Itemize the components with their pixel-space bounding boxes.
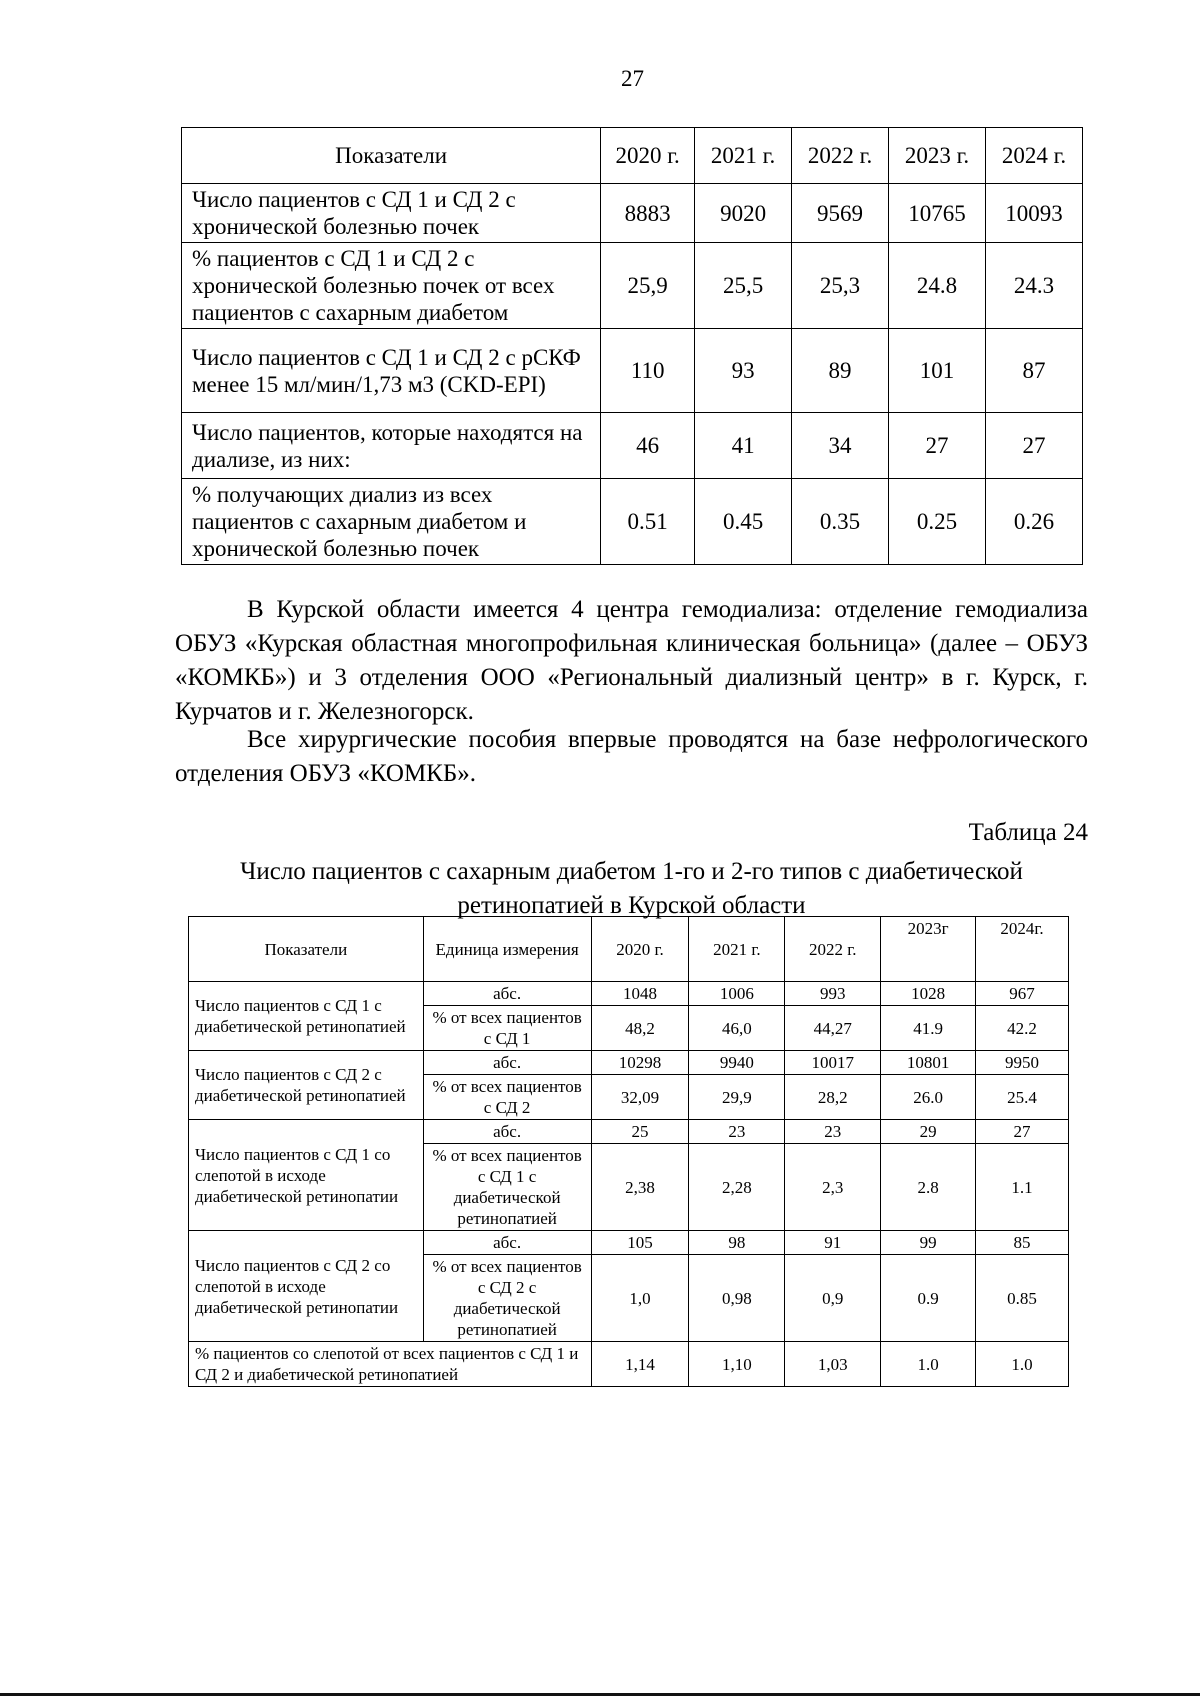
retinopathy-table [188, 916, 1069, 1387]
table-row [189, 1231, 1069, 1255]
cell-value: 9020 [695, 184, 792, 243]
cell-value: 23 [689, 1120, 785, 1144]
cell-value: 48,2 [591, 1006, 689, 1051]
column-header: 2020 г. [591, 917, 689, 982]
cell-value: 9950 [976, 1051, 1069, 1075]
cell-value: 41.9 [881, 1006, 976, 1051]
table-row [189, 1051, 1069, 1075]
cell-value: 27 [976, 1120, 1069, 1144]
cell-value: 0.45 [695, 479, 792, 565]
cell-value: 1,0 [591, 1255, 689, 1342]
cell-value: 29,9 [689, 1075, 785, 1120]
cell-value: 85 [976, 1231, 1069, 1255]
cell-value: 10801 [881, 1051, 976, 1075]
cell-value: 1,10 [689, 1342, 785, 1387]
column-header: 2022 г. [792, 128, 889, 184]
cell-value: 42.2 [976, 1006, 1069, 1051]
cell-value: 9940 [689, 1051, 785, 1075]
row-label: Число пациентов с СД 2 со слепотой в исходе диабетической ретинопатии [189, 1231, 424, 1342]
row-label: Число пациентов с СД 2 с диабетической ретинопатией [189, 1051, 424, 1120]
cell-value: 0,9 [785, 1255, 881, 1342]
cell-value: 1048 [591, 982, 689, 1006]
row-label: Число пациентов с СД 1 и СД 2 с хронической болезнью почек [182, 184, 601, 243]
cell-value: 87 [985, 329, 1082, 413]
cell-value: 24.3 [985, 243, 1082, 329]
cell-value: 46,0 [689, 1006, 785, 1051]
cell-value: 25.4 [976, 1075, 1069, 1120]
cell-value: 105 [591, 1231, 689, 1255]
cell-value: 101 [889, 329, 986, 413]
cell-value: 1028 [881, 982, 976, 1006]
column-header: Показатели [189, 917, 424, 982]
cell-value: 2.8 [881, 1144, 976, 1231]
row-label: Число пациентов, которые находятся на диализе, из них: [182, 413, 601, 479]
cell-value: 10017 [785, 1051, 881, 1075]
column-header: 2023г [881, 917, 976, 982]
unit-cell: абс. [423, 982, 591, 1006]
table-row [182, 243, 1083, 329]
cell-value: 1.0 [976, 1342, 1069, 1387]
cell-value: 0.85 [976, 1255, 1069, 1342]
unit-cell: % от всех пациентов с СД 2 [423, 1075, 591, 1120]
cell-value: 110 [601, 329, 695, 413]
table-header-row [182, 128, 1083, 184]
cell-value: 99 [881, 1231, 976, 1255]
cell-value: 0.51 [601, 479, 695, 565]
table-row [182, 413, 1083, 479]
cell-value: 41 [695, 413, 792, 479]
unit-cell: абс. [423, 1051, 591, 1075]
cell-value: 1.0 [881, 1342, 976, 1387]
cell-value: 0,98 [689, 1255, 785, 1342]
ckd-table [181, 127, 1083, 565]
table-row [189, 1120, 1069, 1144]
table-row [182, 184, 1083, 243]
paragraph: Все хирургические пособия впервые проводятся на базе нефрологического отделения ОБУЗ «КОМКБ». [175, 726, 1088, 787]
unit-cell: % от всех пациентов с СД 1 с диабетической ретинопатией [423, 1144, 591, 1231]
unit-cell: абс. [423, 1231, 591, 1255]
cell-value: 91 [785, 1231, 881, 1255]
row-label: % пациентов со слепотой от всех пациентов с СД 1 и СД 2 и диабетической ретинопатией [189, 1342, 592, 1387]
cell-value: 23 [785, 1120, 881, 1144]
column-header: 2024г. [976, 917, 1069, 982]
cell-value: 25,5 [695, 243, 792, 329]
cell-value: 34 [792, 413, 889, 479]
cell-value: 0.25 [889, 479, 986, 565]
paragraph: В Курской области имеется 4 центра гемодиализа: отделение гемодиализа ОБУЗ «Курская областная многопрофильная клиническая больница» (далее – ОБУЗ «КОМКБ») и 3 отделения ООО «Региональный диализный центр» в г. Курск, г. Курчатов и г. Железногорск. [175, 596, 1088, 725]
column-header: 2021 г. [695, 128, 792, 184]
cell-value: 10765 [889, 184, 986, 243]
cell-value: 967 [976, 982, 1069, 1006]
table-row [182, 329, 1083, 413]
table-caption: Число пациентов с сахарным диабетом 1-го и 2-го типов с диабетической ретинопатией в Курской области [240, 858, 1023, 919]
cell-value: 10093 [985, 184, 1082, 243]
column-header: 2021 г. [689, 917, 785, 982]
column-header: Показатели [182, 128, 601, 184]
table-number: Таблица 24 [968, 819, 1088, 846]
cell-value: 32,09 [591, 1075, 689, 1120]
cell-value: 25,3 [792, 243, 889, 329]
cell-value: 993 [785, 982, 881, 1006]
unit-cell: абс. [423, 1120, 591, 1144]
table-row [189, 1342, 1069, 1387]
column-header: Единица измерения [423, 917, 591, 982]
cell-value: 24.8 [889, 243, 986, 329]
cell-value: 2,38 [591, 1144, 689, 1231]
cell-value: 10298 [591, 1051, 689, 1075]
table-row [189, 982, 1069, 1006]
cell-value: 1.1 [976, 1144, 1069, 1231]
cell-value: 44,27 [785, 1006, 881, 1051]
cell-value: 1,14 [591, 1342, 689, 1387]
column-header: 2022 г. [785, 917, 881, 982]
cell-value: 89 [792, 329, 889, 413]
cell-value: 93 [695, 329, 792, 413]
cell-value: 27 [985, 413, 1082, 479]
cell-value: 2,3 [785, 1144, 881, 1231]
cell-value: 46 [601, 413, 695, 479]
row-label: % получающих диализ из всех пациентов с сахарным диабетом и хронической болезнью почек [182, 479, 601, 565]
cell-value: 25,9 [601, 243, 695, 329]
cell-value: 25 [591, 1120, 689, 1144]
row-label: Число пациентов с СД 1 и СД 2 с рСКФ менее 15 мл/мин/1,73 м3 (CKD-EPI) [182, 329, 601, 413]
cell-value: 9569 [792, 184, 889, 243]
column-header: 2023 г. [889, 128, 986, 184]
row-label: Число пациентов с СД 1 со слепотой в исходе диабетической ретинопатии [189, 1120, 424, 1231]
column-header: 2020 г. [601, 128, 695, 184]
cell-value: 29 [881, 1120, 976, 1144]
row-label: Число пациентов с СД 1 с диабетической ретинопатией [189, 982, 424, 1051]
column-header: 2024 г. [985, 128, 1082, 184]
cell-value: 0.26 [985, 479, 1082, 565]
table-row [182, 479, 1083, 565]
unit-cell: % от всех пациентов с СД 1 [423, 1006, 591, 1051]
table-header-row [189, 917, 1069, 982]
cell-value: 27 [889, 413, 986, 479]
cell-value: 2,28 [689, 1144, 785, 1231]
cell-value: 28,2 [785, 1075, 881, 1120]
cell-value: 1,03 [785, 1342, 881, 1387]
unit-cell: % от всех пациентов с СД 2 с диабетической ретинопатией [423, 1255, 591, 1342]
cell-value: 26.0 [881, 1075, 976, 1120]
cell-value: 0.35 [792, 479, 889, 565]
cell-value: 0.9 [881, 1255, 976, 1342]
cell-value: 1006 [689, 982, 785, 1006]
page-number: 27 [621, 66, 644, 91]
row-label: % пациентов с СД 1 и СД 2 с хронической болезнью почек от всех пациентов с сахарным диабетом [182, 243, 601, 329]
cell-value: 98 [689, 1231, 785, 1255]
cell-value: 8883 [601, 184, 695, 243]
